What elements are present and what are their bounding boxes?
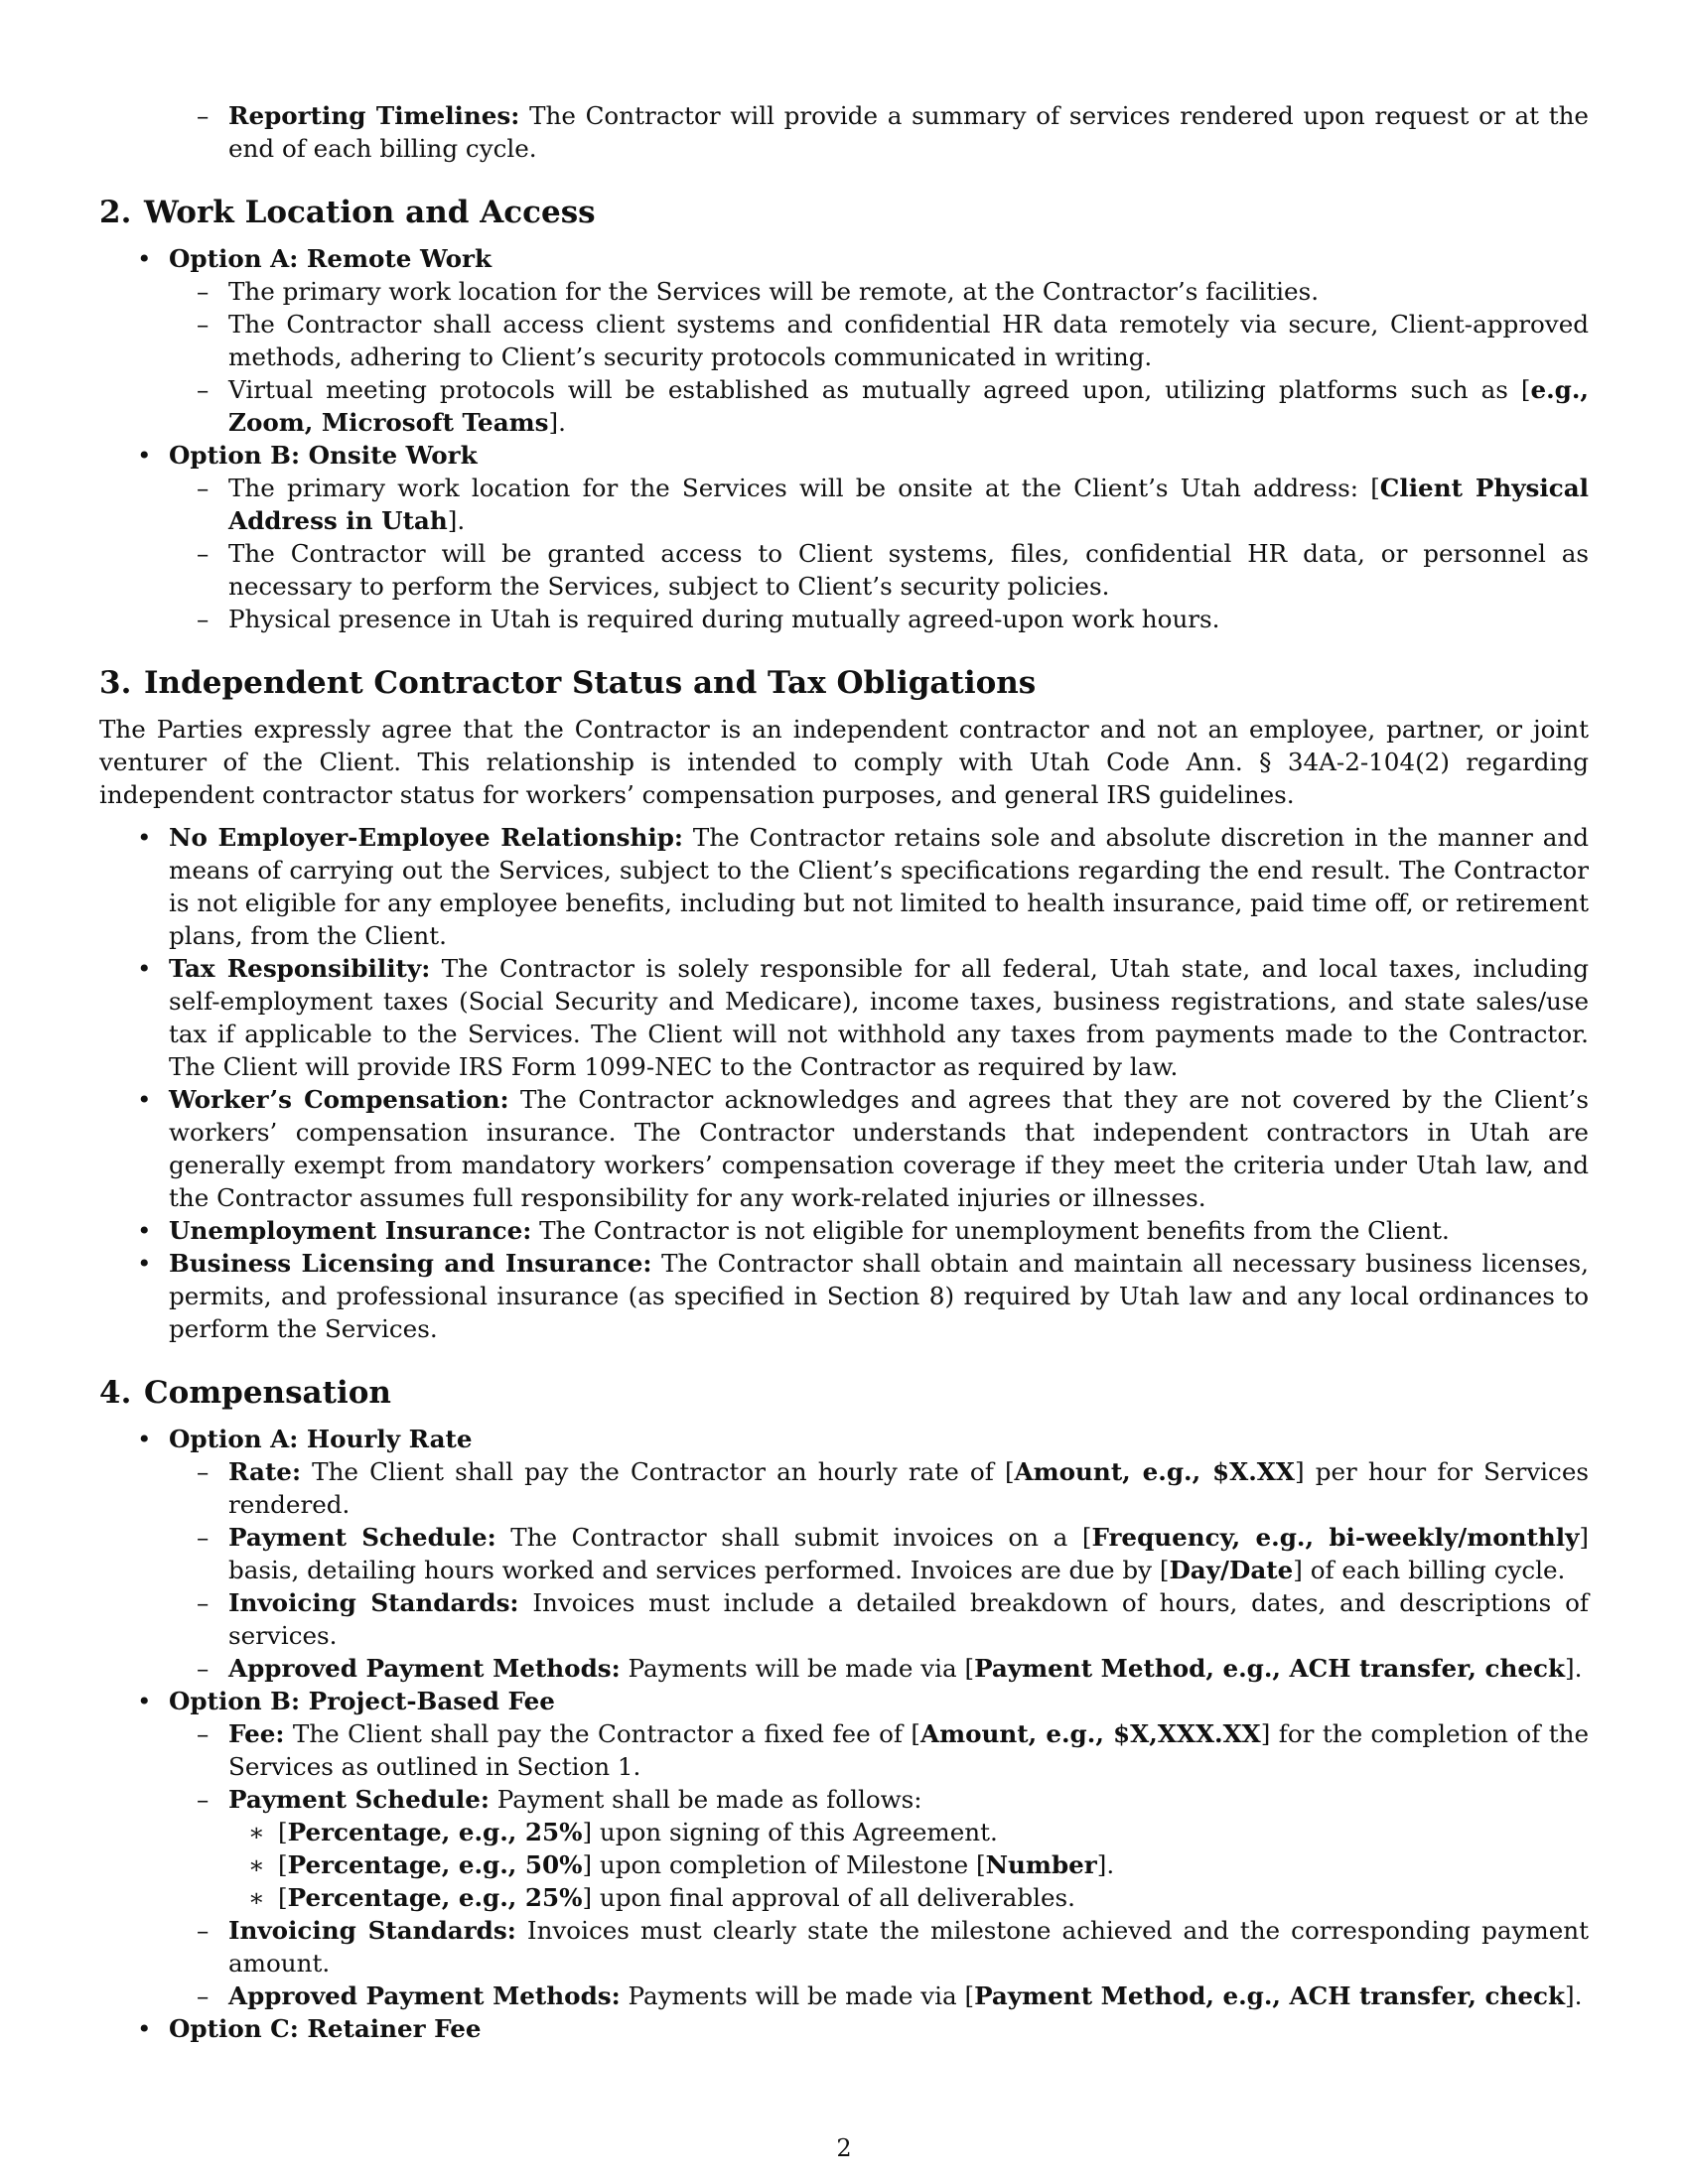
section-heading: 2. Work Location and Access bbox=[99, 195, 596, 230]
list-item: – Virtual meeting protocols will be established as mutually agreed upon, utilizing platforms such as [e.g., Zoom, Microsoft Teams]. bbox=[197, 375, 1589, 437]
list-item: – The primary work location for the Services will be onsite at the Client’s Utah address: [Client Physical Address in Utah]. bbox=[197, 474, 1589, 535]
option-a-remote: • Option A: Remote Work bbox=[137, 244, 492, 273]
dash-marker: – bbox=[197, 101, 210, 130]
list-item: – Invoicing Standards: Invoices must clearly state the milestone achieved and the corresponding payment amount. bbox=[197, 1916, 1589, 1978]
milestone-item: ∗ [Percentage, e.g., 50%] upon completion of Milestone [Number]. bbox=[248, 1850, 1115, 1879]
option-a-hourly: • Option A: Hourly Rate bbox=[137, 1425, 473, 1453]
option-b-onsite: • Option B: Onsite Work bbox=[137, 441, 478, 470]
list-item: – Approved Payment Methods: Payments will be made via [Payment Method, e.g., ACH transfer, check]. bbox=[197, 1981, 1583, 2010]
document-page bbox=[99, 99, 1589, 2045]
section-3-list bbox=[99, 821, 1589, 1345]
reporting-list bbox=[99, 99, 1589, 165]
bullet-marker: • bbox=[137, 244, 152, 273]
milestone-item: ∗ [Percentage, e.g., 25%] upon final approval of all deliverables. bbox=[248, 1883, 1075, 1912]
milestone-item: ∗ [Percentage, e.g., 25%] upon signing of this Agreement. bbox=[248, 1818, 998, 1846]
list-item: – Approved Payment Methods: Payments will be made via [Payment Method, e.g., ACH transfer, check]. bbox=[197, 1654, 1583, 1683]
list-item: – Invoicing Standards: Invoices must include a detailed breakdown of hours, dates, and descriptions of services. bbox=[197, 1588, 1589, 1650]
list-item: • Unemployment Insurance: The Contractor is not eligible for unemployment benefits from the Client. bbox=[137, 1216, 1450, 1245]
list-item: – Payment Schedule: The Contractor shall submit invoices on a [Frequency, e.g., bi-weekly/monthly] basis, detailing hours worked and services performed. Invoices are due by [Day/Date] of each billing cycle. bbox=[197, 1523, 1589, 1584]
option-b-project: • Option B: Project-Based Fee bbox=[137, 1687, 555, 1715]
section-4-list bbox=[99, 1423, 1589, 2045]
section-heading: 4. Compensation bbox=[99, 1375, 391, 1411]
item-label: Reporting Timelines: bbox=[228, 101, 520, 130]
item-text: The Contractor will provide a summary of services rendered upon request or at the end of each billing cycle. bbox=[228, 101, 1589, 163]
list-item: – The Contractor will be granted access to Client systems, files, confidential HR data, or personnel as necessary to perform the Services, subject to Client’s security policies. bbox=[197, 539, 1589, 601]
list-item: – The Contractor shall access client systems and confidential HR data remotely via secure, Client-approved methods, adhering to Client’s security protocols communicated in writing. bbox=[197, 310, 1589, 371]
section-2-list bbox=[99, 242, 1589, 635]
page-number: 2 bbox=[836, 2134, 852, 2162]
list-item: • Worker’s Compensation: The Contractor acknowledges and agrees that they are not covered by the Client’s workers’ compensation insurance. The Contractor understands that independent contractors in Utah are generally exempt from mandatory workers’ compensation coverage if they meet the criteria under Utah law, and the Contractor assumes full responsibility for any work-related injuries or illnesses. bbox=[137, 1085, 1589, 1212]
list-item: • Tax Responsibility: The Contractor is solely responsible for all federal, Utah state, and local taxes, including self-employment taxes (Social Security and Medicare), income taxes, business registrations, and state sales/use tax if applicable to the Services. The Client will not withhold any taxes from payments made to the Contractor. The Client will provide IRS Form 1099-NEC to the Contractor as required by law. bbox=[137, 954, 1589, 1081]
list-item: – Physical presence in Utah is required during mutually agreed-upon work hours. bbox=[197, 605, 1220, 633]
list-item: • Business Licensing and Insurance: The Contractor shall obtain and maintain all necessary business licenses, permits, and professional insurance (as specified in Section 8) required by Utah law and any local ordinances to perform the Services. bbox=[137, 1249, 1589, 1343]
list-item: – Fee: The Client shall pay the Contractor a fixed fee of [Amount, e.g., $X,XXX.XX] for the completion of the Services as outlined in Section 1. bbox=[197, 1719, 1589, 1781]
option-c-retainer: • Option C: Retainer Fee bbox=[137, 2014, 482, 2043]
section-heading: 3. Independent Contractor Status and Tax Obligations bbox=[99, 665, 1037, 701]
section-3-intro: The Parties expressly agree that the Contractor is an independent contractor and not an employee, partner, or joint venturer of the Client. This relationship is intended to comply with Utah Code Ann. § 34A-2-104(2) regarding independent contractor status for workers’ compensation purposes, and general IRS guidelines. bbox=[99, 715, 1589, 809]
list-item: – Payment Schedule: Payment shall be made as follows: bbox=[197, 1785, 922, 1814]
list-item: – Rate: The Client shall pay the Contractor an hourly rate of [Amount, e.g., $X.XX] per hour for Services rendered. bbox=[197, 1457, 1589, 1519]
list-item: • No Employer-Employee Relationship: The Contractor retains sole and absolute discretion in the manner and means of carrying out the Services, subject to the Client’s specifications regarding the end result. The Contractor is not eligible for any employee benefits, including but not limited to health insurance, paid time off, or retirement plans, from the Client. bbox=[137, 823, 1589, 950]
list-item bbox=[99, 99, 1589, 165]
list-item: – The primary work location for the Services will be remote, at the Contractor’s facilities. bbox=[197, 277, 1320, 306]
